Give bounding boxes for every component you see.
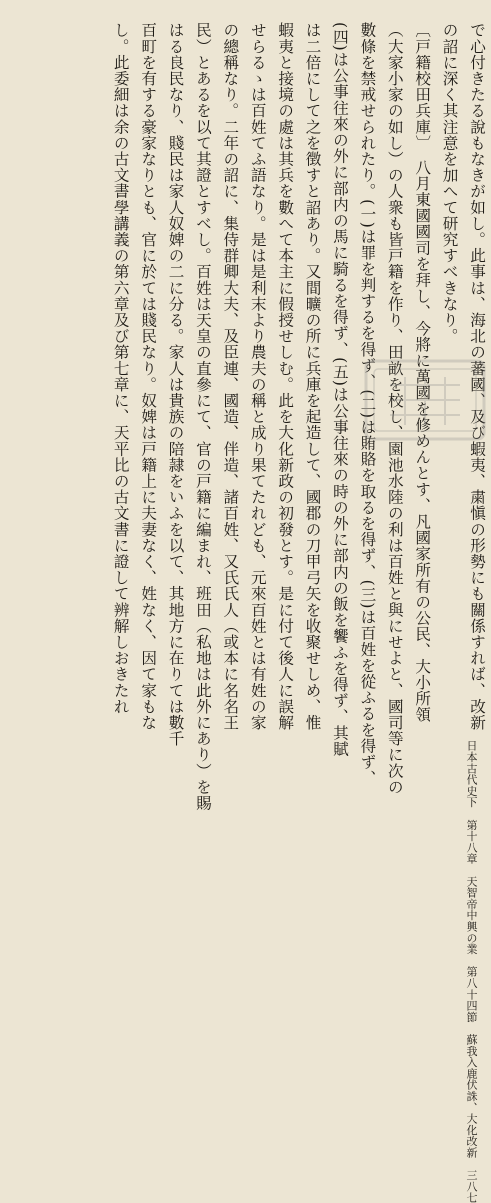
text-column: の詔に深く其注意を加へて研究すべきなり。 xyxy=(440,22,459,344)
text-column: せらるゝは百姓てふ語なり。是は是利末より農夫の稱と成り果てたれども、元來百姓とは有姓の家 xyxy=(248,22,267,731)
watermark-seal xyxy=(360,355,490,445)
text-column: 百町を有する豪家なりとも、官に於ては賤民なり。奴婢は戸籍上に夫妻なく、姓なく、因て家もな xyxy=(139,22,158,731)
text-column: で心付きたる說もなきが如し。此事は、海北の蕃國、及び蝦夷、粛愼の形勢にも關係すれば、改新 xyxy=(468,22,486,731)
text-column: し。此委細は余の古文書學講義の第六章及び第七章に、天平比の古文書に證して辨解しおきたれ xyxy=(111,22,130,715)
text-column: は二倍にして之を徴すと詔あり。又間曠の所に兵庫を起造して、國郡の刀甲弓矢を收聚せしめ、惟 xyxy=(303,22,322,731)
footer-text: 日本古代史下 第十八章 天智帝中興の業 第八十四節 蘇我入鹿伏誅、大化改新 三八七 xyxy=(465,740,478,1203)
text-column: 民）とあるを以て其證とすべし。百姓は天皇の直參にて、官の戸籍に編まれ、班田（私地は此外にあり）を賜 xyxy=(193,22,212,811)
text-column: 數條を禁戒せられたり。(一)は罪を判するを得ず、(二)は賄賂を取るを得ず、(三)は百姓を從ふるを得ず、 xyxy=(358,22,377,787)
text-column: 蝦夷と接境の處は其兵を數へて本主に假授せしむ。此を大化新政の初發とす。是に付て後人に誤解 xyxy=(276,22,295,731)
text-column: 〔戸籍校田兵庫〕 八月東國國司を拜し、今將に萬國を修めんとす、凡國家所有の公民、大小所領 xyxy=(413,22,432,723)
running-footer xyxy=(20,740,480,1203)
text-column: はる良民なり、賤民は家人奴婢の二に分る。家人は貴族の陪隷をいふを以て、其地方に在りては數千 xyxy=(166,22,185,747)
text-column: (四)は公事往來の外に部内の馬に騎るを得ず、(五)は公事往來の時の外に部内の飯を饗ふを得ず、其賦 xyxy=(330,22,349,757)
text-column: （大家小家の如し）の人衆も皆戸籍を作り、田畝を校し、園池水陸の利は百姓と與にせよと、國司等に次の xyxy=(385,22,404,795)
text-column: の總稱なり。二年の詔に、集侍群卿大夫、及臣連、國造、伴造、諸百姓、又氏氏人（或本に名名王 xyxy=(221,22,240,731)
